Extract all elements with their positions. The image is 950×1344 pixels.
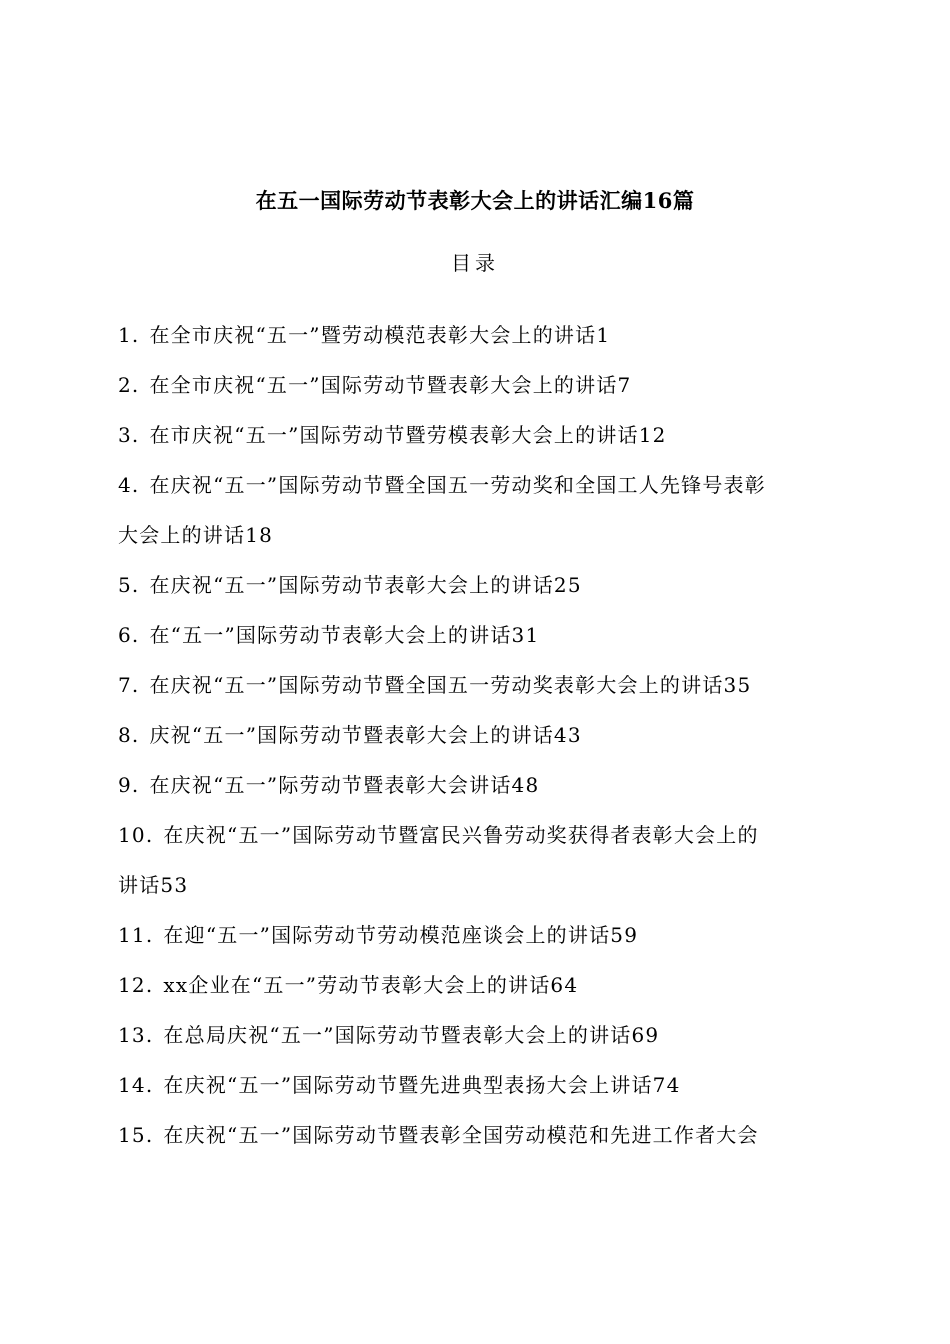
toc-item-number: 15. xyxy=(118,1123,154,1147)
toc-item-text: 在庆祝“五一”国际劳动节暨富民兴鲁劳动奖获得者表彰大会上的 xyxy=(163,823,759,847)
toc-item-number: 5. xyxy=(118,573,140,597)
toc-item-text: 庆祝“五一”国际劳动节暨表彰大会上的讲话43 xyxy=(149,723,582,747)
toc-item-6 xyxy=(118,610,834,660)
toc-item-text: 在全市庆祝“五一”国际劳动节暨表彰大会上的讲话7 xyxy=(149,373,632,397)
toc-item-text: 在庆祝“五一”国际劳动节暨全国五一劳动奖表彰大会上的讲话35 xyxy=(149,673,752,697)
toc-item-1 xyxy=(118,310,834,360)
toc-item-number: 4. xyxy=(118,473,140,497)
toc-item-text: 在庆祝“五一”国际劳动节暨先进典型表扬大会上讲话74 xyxy=(163,1073,681,1097)
toc-item-12 xyxy=(118,960,834,1010)
toc-item-text: 在“五一”国际劳动节表彰大会上的讲话31 xyxy=(149,623,540,647)
toc-item-number: 1. xyxy=(118,323,140,347)
toc-item-number: 13. xyxy=(118,1023,154,1047)
toc-item-text: 在市庆祝“五一”国际劳动节暨劳模表彰大会上的讲话12 xyxy=(149,423,667,447)
toc-item-9 xyxy=(118,760,834,810)
toc-item-number: 2. xyxy=(118,373,140,397)
toc-item-number: 8. xyxy=(118,723,140,747)
toc-item-3 xyxy=(118,410,834,460)
toc-item-text: 在全市庆祝“五一”暨劳动模范表彰大会上的讲话1 xyxy=(149,323,611,347)
toc-item-number: 6. xyxy=(118,623,140,647)
toc-item-10-continued xyxy=(118,860,834,910)
toc-list xyxy=(118,310,834,1160)
document-title: 在五一国际劳动节表彰大会上的讲话汇编16篇 xyxy=(255,188,695,213)
toc-item-text: 在庆祝“五一”国际劳动节暨全国五一劳动奖和全国工人先锋号表彰 xyxy=(149,473,766,497)
toc-item-5 xyxy=(118,560,834,610)
toc-item-14 xyxy=(118,1060,834,1110)
toc-item-text: 在总局庆祝“五一”国际劳动节暨表彰大会上的讲话69 xyxy=(163,1023,660,1047)
toc-item-number: 7. xyxy=(118,673,140,697)
toc-item-10 xyxy=(118,810,834,860)
toc-item-8 xyxy=(118,710,834,760)
toc-item-number: 9. xyxy=(118,773,140,797)
toc-item-number: 12. xyxy=(118,973,154,997)
toc-item-15 xyxy=(118,1110,834,1160)
toc-item-text: 讲话53 xyxy=(118,873,189,897)
toc-item-13 xyxy=(118,1010,834,1060)
toc-item-2 xyxy=(118,360,834,410)
toc-item-number: 3. xyxy=(118,423,140,447)
toc-item-text: 在庆祝“五一”国际劳动节表彰大会上的讲话25 xyxy=(149,573,582,597)
toc-item-11 xyxy=(118,910,834,960)
toc-item-text: xx企业在“五一”劳动节表彰大会上的讲话64 xyxy=(163,973,579,997)
toc-item-4 xyxy=(118,460,834,510)
toc-item-number: 14. xyxy=(118,1073,154,1097)
toc-item-text: 在庆祝“五一”际劳动节暨表彰大会讲话48 xyxy=(149,773,540,797)
toc-item-4-continued xyxy=(118,510,834,560)
toc-item-number: 11. xyxy=(118,923,154,947)
toc-heading: 目录 xyxy=(451,251,499,275)
toc-item-number: 10. xyxy=(118,823,154,847)
toc-item-text: 在迎“五一”国际劳动节劳动模范座谈会上的讲话59 xyxy=(163,923,639,947)
toc-item-text: 大会上的讲话18 xyxy=(118,523,274,547)
toc-item-text: 在庆祝“五一”国际劳动节暨表彰全国劳动模范和先进工作者大会 xyxy=(163,1123,759,1147)
toc-item-7 xyxy=(118,660,834,710)
